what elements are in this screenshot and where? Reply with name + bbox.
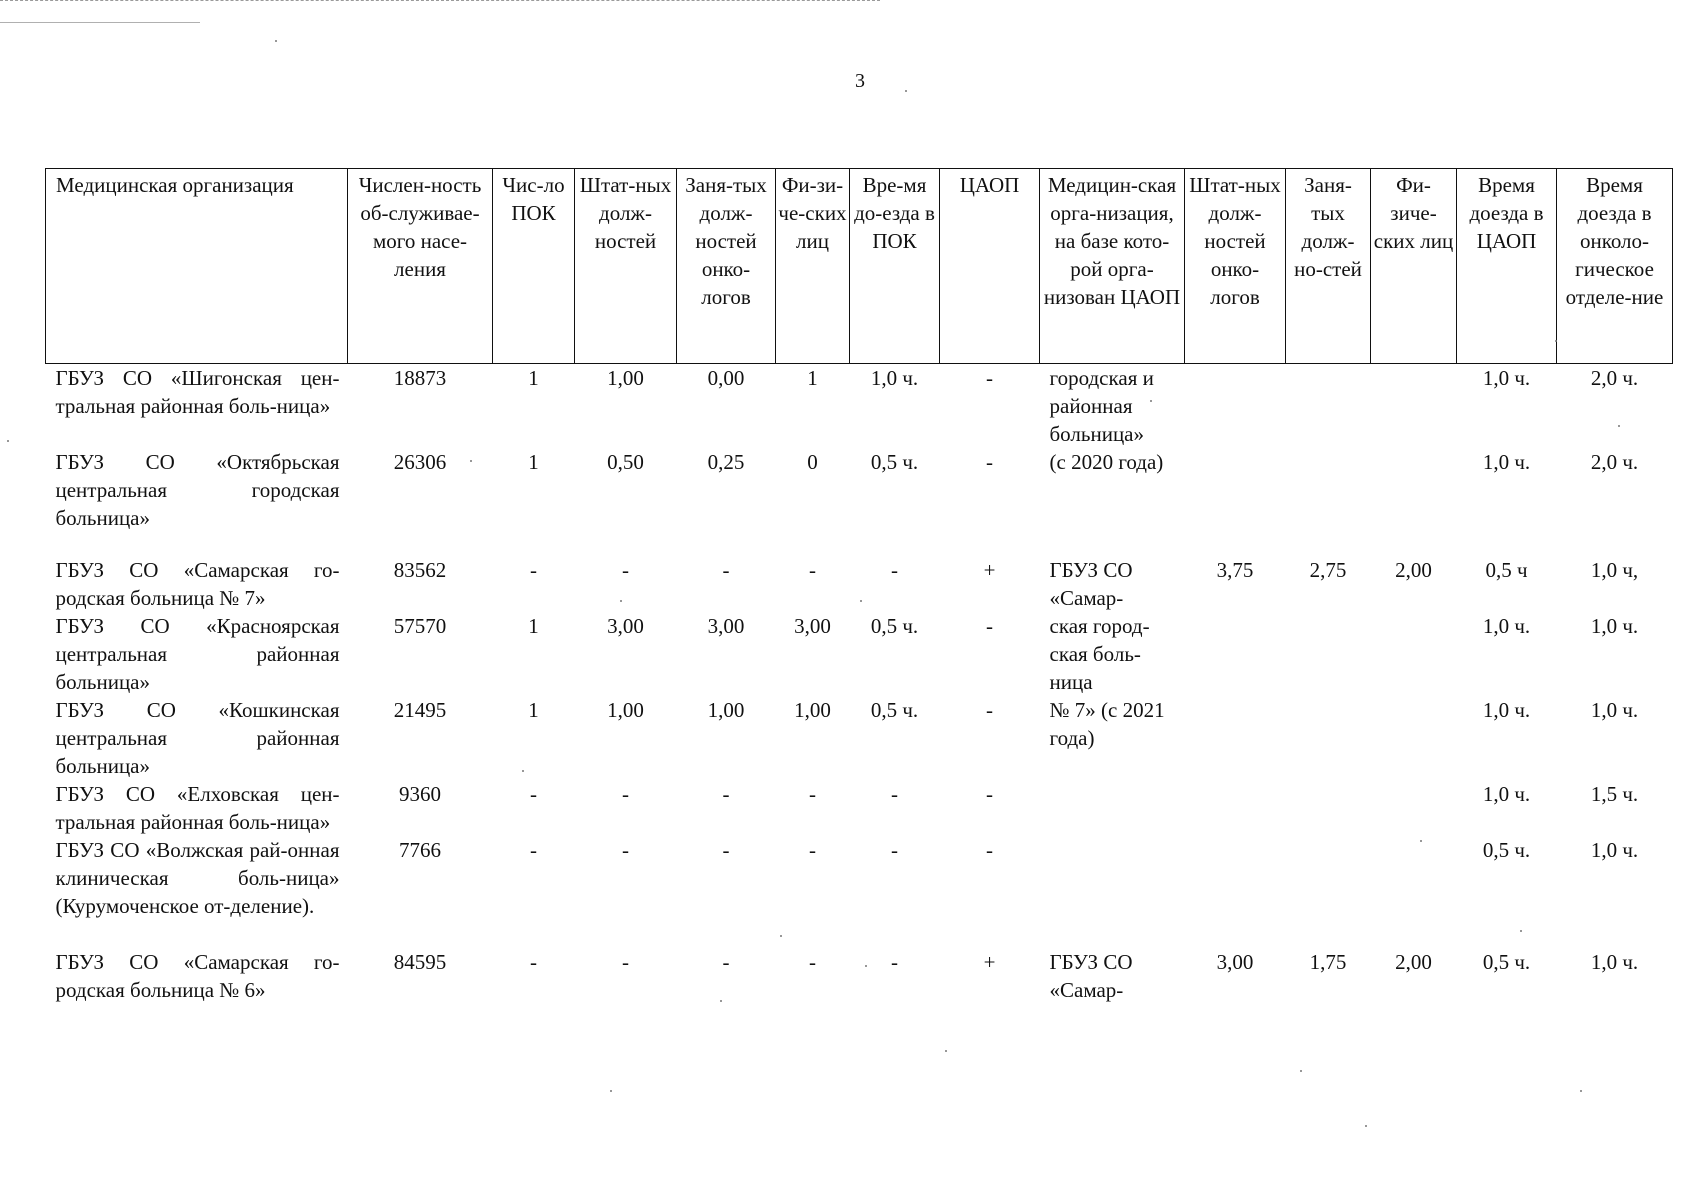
table-row bbox=[46, 780, 1673, 836]
pok-count-cell: - bbox=[530, 838, 537, 862]
occupied-cell: - bbox=[722, 838, 730, 862]
base-org-cell bbox=[1040, 780, 1185, 836]
occupied-cell: - bbox=[722, 558, 730, 582]
scan-speck bbox=[1150, 400, 1152, 402]
occupied-cell: - bbox=[722, 782, 730, 806]
occupied-cell: 3,00 bbox=[707, 614, 745, 638]
time-onco-cell: 1,0 ч. bbox=[1590, 838, 1639, 862]
scan-speck bbox=[275, 40, 277, 42]
caop-staff-cell: 3,00 bbox=[1216, 950, 1254, 974]
header-cell: Числен-ность об-служивае-мого насе-ления bbox=[348, 169, 493, 364]
caop-staff-cell bbox=[1185, 696, 1286, 780]
population-cell: 84595 bbox=[393, 950, 447, 974]
time-pok-cell: - bbox=[891, 558, 898, 582]
time-pok-cell: - bbox=[891, 950, 898, 974]
table-row bbox=[46, 612, 1673, 696]
header-cell: Штат-ных долж-ностей bbox=[575, 169, 677, 364]
caop-persons-cell: 2,00 bbox=[1395, 950, 1432, 974]
org-cell: ГБУЗ СО «Самарская го-родская больница № 6» bbox=[55, 950, 340, 1002]
scan-speck bbox=[470, 460, 472, 462]
time-caop-cell: 1,0 ч. bbox=[1482, 698, 1531, 722]
header-cell: Вре-мя до-езда в ПОК bbox=[850, 169, 940, 364]
row-spacer bbox=[46, 920, 1673, 948]
caop-cell: - bbox=[986, 838, 993, 862]
occupied-cell: 0,25 bbox=[707, 450, 745, 474]
scan-speck bbox=[1365, 1125, 1367, 1127]
time-caop-cell: 0,5 ч. bbox=[1482, 950, 1531, 974]
scan-speck bbox=[522, 770, 524, 772]
caop-cell: - bbox=[986, 698, 993, 722]
header-cell: Время доезда в онколо-гическое отделе-ние bbox=[1557, 169, 1673, 364]
row-spacer-cell bbox=[46, 532, 1673, 556]
base-org-cell: ГБУЗ СО «Самар- bbox=[1049, 950, 1133, 1002]
scan-speck bbox=[1520, 930, 1522, 932]
caop-persons-cell bbox=[1371, 448, 1457, 532]
org-cell: ГБУЗ СО «Октябрьская центральная городская больница» bbox=[55, 450, 340, 530]
header-cell: ЦАОП bbox=[940, 169, 1040, 364]
header-cell: Фи-зи-че-ских лиц bbox=[776, 169, 850, 364]
caop-occupied-cell bbox=[1286, 364, 1371, 449]
staff-cell: - bbox=[622, 558, 629, 582]
scan-speck bbox=[1420, 840, 1422, 842]
header-row bbox=[46, 169, 1673, 364]
caop-persons-cell bbox=[1371, 780, 1457, 836]
caop-cell: - bbox=[986, 614, 993, 638]
caop-cell: - bbox=[986, 782, 993, 806]
time-onco-cell: 2,0 ч. bbox=[1590, 450, 1639, 474]
occupied-cell: - bbox=[722, 950, 730, 974]
caop-cell: + bbox=[983, 950, 996, 974]
caop-staff-cell bbox=[1185, 364, 1286, 449]
time-onco-cell: 2,0 ч. bbox=[1590, 366, 1639, 390]
caop-persons-cell bbox=[1371, 836, 1457, 920]
scan-speck bbox=[860, 600, 862, 602]
base-org-cell: ГБУЗ СО «Самар- bbox=[1049, 558, 1133, 610]
table-row bbox=[46, 696, 1673, 780]
scan-speck bbox=[1555, 340, 1557, 342]
time-pok-cell: 1,0 ч. bbox=[870, 366, 919, 390]
caop-occupied-cell bbox=[1286, 780, 1371, 836]
time-caop-cell: 1,0 ч. bbox=[1482, 366, 1531, 390]
time-pok-cell: - bbox=[891, 782, 898, 806]
time-onco-cell: 1,0 ч. bbox=[1590, 950, 1639, 974]
page-number: 3 bbox=[855, 70, 865, 92]
time-onco-cell: 1,0 ч. bbox=[1590, 614, 1639, 638]
scan-speck bbox=[905, 90, 907, 92]
time-pok-cell: - bbox=[891, 838, 898, 862]
scan-speck bbox=[1300, 1070, 1302, 1072]
time-pok-cell: 0,5 ч. bbox=[870, 450, 919, 474]
persons-cell: - bbox=[809, 838, 816, 862]
caop-occupied-cell bbox=[1286, 448, 1371, 532]
time-caop-cell: 0,5 ч bbox=[1485, 558, 1528, 582]
org-cell: ГБУЗ СО «Самарская го-родская больница № 7» bbox=[55, 558, 340, 610]
table-row bbox=[46, 836, 1673, 920]
row-spacer bbox=[46, 532, 1673, 556]
persons-cell: 1,00 bbox=[794, 698, 831, 722]
caop-cell: + bbox=[983, 558, 996, 582]
caop-staff-cell: 3,75 bbox=[1216, 558, 1254, 582]
header-cell: Время доезда в ЦАОП bbox=[1457, 169, 1557, 364]
persons-cell: 3,00 bbox=[794, 614, 831, 638]
caop-persons-cell: 2,00 bbox=[1395, 558, 1432, 582]
pok-count-cell: 1 bbox=[528, 614, 539, 638]
oncology-table bbox=[45, 168, 1673, 1004]
staff-cell: - bbox=[622, 950, 629, 974]
persons-cell: - bbox=[809, 782, 816, 806]
base-org-cell: городская и районная больница» bbox=[1049, 366, 1154, 446]
caop-persons-cell bbox=[1371, 364, 1457, 449]
staff-cell: 1,00 bbox=[607, 366, 644, 390]
scan-speck bbox=[1618, 425, 1620, 427]
caop-persons-cell bbox=[1371, 612, 1457, 696]
scan-speck bbox=[945, 1050, 947, 1052]
org-cell: ГБУЗ СО «Шигонская цен-тральная районная боль-ница» bbox=[55, 366, 340, 418]
population-cell: 26306 bbox=[393, 450, 447, 474]
header-cell: Фи-зиче-ских лиц bbox=[1371, 169, 1457, 364]
persons-cell: - bbox=[809, 558, 816, 582]
caop-persons-cell bbox=[1371, 696, 1457, 780]
time-caop-cell: 1,0 ч. bbox=[1482, 782, 1531, 806]
pok-count-cell: 1 bbox=[528, 366, 539, 390]
pok-count-cell: - bbox=[530, 782, 537, 806]
time-onco-cell: 1,0 ч. bbox=[1590, 698, 1639, 722]
caop-occupied-cell bbox=[1286, 836, 1371, 920]
population-cell: 7766 bbox=[399, 838, 441, 862]
time-caop-cell: 0,5 ч. bbox=[1482, 838, 1531, 862]
pok-count-cell: - bbox=[530, 950, 537, 974]
org-cell: ГБУЗ СО «Волжская рай-онная клиническая боль-ница» (Курумоченское от-деление). bbox=[55, 838, 340, 918]
pok-count-cell: - bbox=[530, 558, 537, 582]
org-cell: ГБУЗ СО «Кошкинская центральная районная больница» bbox=[55, 698, 340, 778]
pok-count-cell: 1 bbox=[528, 698, 539, 722]
scan-speck bbox=[1580, 1090, 1582, 1092]
staff-cell: 0,50 bbox=[607, 450, 644, 474]
header-cell: Заня-тых долж-но-стей bbox=[1286, 169, 1371, 364]
caop-cell: - bbox=[986, 366, 993, 390]
table-row bbox=[46, 948, 1673, 1004]
header-cell: Медицинская организация bbox=[46, 169, 348, 364]
caop-occupied-cell bbox=[1286, 696, 1371, 780]
population-cell: 9360 bbox=[399, 782, 441, 806]
caop-cell: - bbox=[986, 450, 993, 474]
population-cell: 21495 bbox=[393, 698, 447, 722]
population-cell: 83562 bbox=[393, 558, 447, 582]
org-cell: ГБУЗ СО «Елховская цен-тральная районная боль-ница» bbox=[55, 782, 340, 834]
time-caop-cell: 1,0 ч. bbox=[1482, 450, 1531, 474]
header-cell: Медицин-ская орга-низация, на базе кото-рой орга-низован ЦАОП bbox=[1040, 169, 1185, 364]
caop-occupied-cell: 2,75 bbox=[1309, 558, 1347, 582]
persons-cell: 1 bbox=[807, 366, 818, 390]
header-cell: Штат-ных долж-ностей онко-логов bbox=[1185, 169, 1286, 364]
pok-count-cell: 1 bbox=[528, 450, 539, 474]
caop-staff-cell bbox=[1185, 448, 1286, 532]
header-cell: Заня-тых долж-ностей онко-логов bbox=[677, 169, 776, 364]
caop-staff-cell bbox=[1185, 836, 1286, 920]
table-row bbox=[46, 448, 1673, 532]
persons-cell: - bbox=[809, 950, 816, 974]
persons-cell: 0 bbox=[807, 450, 818, 474]
occupied-cell: 1,00 bbox=[707, 698, 745, 722]
scan-speck bbox=[620, 600, 622, 602]
staff-cell: - bbox=[622, 838, 629, 862]
base-org-cell: (с 2020 года) bbox=[1049, 450, 1164, 474]
time-caop-cell: 1,0 ч. bbox=[1482, 614, 1531, 638]
base-org-cell: ская город-ская боль-ница bbox=[1049, 614, 1150, 694]
scan-speck bbox=[865, 965, 867, 967]
table-row bbox=[46, 364, 1673, 449]
time-onco-cell: 1,0 ч, bbox=[1590, 558, 1639, 582]
scan-speck bbox=[780, 935, 782, 937]
time-pok-cell: 0,5 ч. bbox=[870, 614, 919, 638]
caop-occupied-cell bbox=[1286, 612, 1371, 696]
caop-occupied-cell: 1,75 bbox=[1309, 950, 1347, 974]
time-onco-cell: 1,5 ч. bbox=[1590, 782, 1639, 806]
table-row bbox=[46, 556, 1673, 612]
scan-edge-line bbox=[0, 0, 880, 1]
occupied-cell: 0,00 bbox=[707, 366, 745, 390]
staff-cell: 1,00 bbox=[607, 698, 644, 722]
base-org-cell: № 7» (с 2021 года) bbox=[1049, 698, 1165, 750]
scan-speck bbox=[720, 1000, 722, 1002]
org-cell: ГБУЗ СО «Красноярская центральная районная больница» bbox=[55, 614, 340, 694]
time-pok-cell: 0,5 ч. bbox=[870, 698, 919, 722]
row-spacer-cell bbox=[46, 920, 1673, 948]
caop-staff-cell bbox=[1185, 612, 1286, 696]
population-cell: 57570 bbox=[393, 614, 447, 638]
header-cell: Чис-ло ПОК bbox=[493, 169, 575, 364]
population-cell: 18873 bbox=[393, 366, 447, 390]
caop-staff-cell bbox=[1185, 780, 1286, 836]
scan-speck bbox=[610, 1090, 612, 1092]
staff-cell: - bbox=[622, 782, 629, 806]
base-org-cell bbox=[1040, 836, 1185, 920]
scan-edge-line bbox=[0, 22, 200, 23]
staff-cell: 3,00 bbox=[607, 614, 644, 638]
scan-speck bbox=[7, 440, 9, 442]
